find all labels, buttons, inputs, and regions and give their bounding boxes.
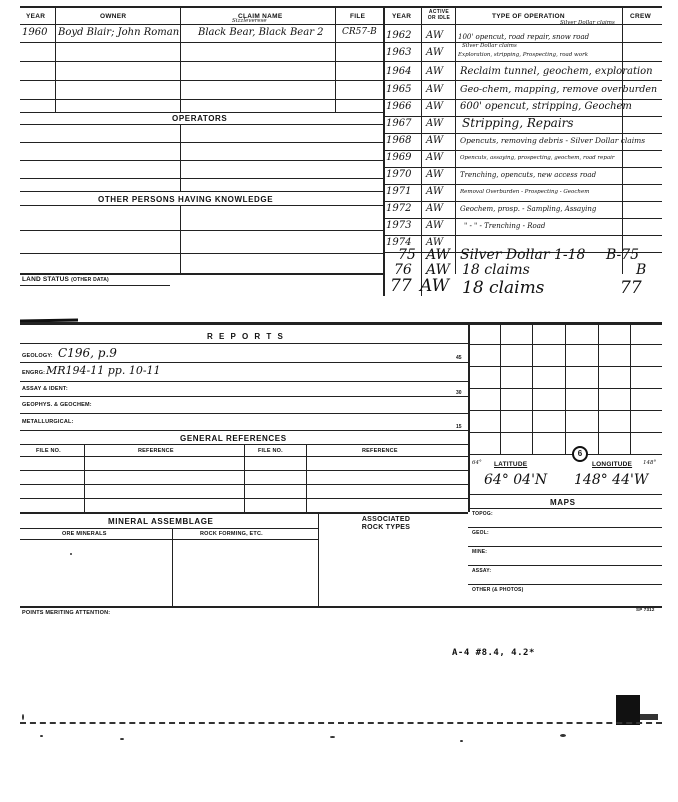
reports-right-border xyxy=(468,322,470,512)
owner-row-line-2 xyxy=(20,61,383,62)
longitude-value: 148° 44'W xyxy=(574,472,649,488)
row8-operation: Opencuts, assaying, prospecting, geochem, road repair xyxy=(460,155,615,161)
ref-reference-1: REFERENCE xyxy=(138,448,174,454)
ref-col-1 xyxy=(84,444,85,512)
latitude-value: 64° 04'N xyxy=(484,472,548,488)
row6-year: 1967 xyxy=(386,118,412,129)
mineral-top-line xyxy=(20,512,468,514)
operators-row-2 xyxy=(20,160,383,161)
land-status-title xyxy=(22,276,109,283)
other-persons-line xyxy=(20,191,383,192)
activity-row-line-1 xyxy=(383,42,662,43)
row8-year: 1969 xyxy=(386,152,412,163)
col-divider-owner xyxy=(180,6,181,24)
row7-year: 1968 xyxy=(386,135,412,146)
ref-col-3 xyxy=(306,444,307,512)
row9-year: 1970 xyxy=(386,169,412,180)
row11-year: 1972 xyxy=(386,203,412,214)
operators-line xyxy=(20,112,383,113)
activity-row-line-10 xyxy=(383,201,662,202)
col-divider-claim xyxy=(335,6,336,24)
maps-topog-line xyxy=(468,527,662,528)
row15-status: AW xyxy=(426,262,450,278)
lon-prefix: 148° xyxy=(643,460,657,466)
header-file: FILE xyxy=(350,13,366,20)
record-year: 1960 xyxy=(22,27,48,38)
num-30: 30 xyxy=(456,390,462,396)
row11-operation: Geochem, prosp. - Sampling, Assaying xyxy=(460,205,597,213)
grid-row-3 xyxy=(468,388,662,389)
activity-row-line-11 xyxy=(383,218,662,219)
row1-note: Silver Dollar claims xyxy=(560,20,615,26)
metallurgical-line xyxy=(20,430,468,431)
row4-operation: Geo-chem, mapping, remove overburden xyxy=(460,84,658,95)
engrg-line xyxy=(20,381,468,382)
row10-operation: Removal Overburden - Prospecting - Geochem xyxy=(460,189,590,195)
engrg-value: MR194-11 pp. 10-11 xyxy=(46,364,161,377)
other-persons-col-divider xyxy=(180,205,181,273)
row5-status: AW xyxy=(426,101,444,112)
geology-label: GEOLOGY: xyxy=(22,353,53,359)
ref-reference-2: REFERENCE xyxy=(362,448,398,454)
row12-year: 1973 xyxy=(386,220,412,231)
col-divider-crew xyxy=(622,6,623,24)
land-status-underline xyxy=(20,285,170,286)
row12-status: AW xyxy=(426,220,444,231)
row16-status: AW xyxy=(420,276,450,296)
maps-geol-line xyxy=(468,546,662,547)
owner-col-divider-a xyxy=(55,24,56,112)
row4-status: AW xyxy=(426,84,444,95)
row12-operation: " - " - Trenching - Road xyxy=(464,222,546,230)
maps-other: OTHER (& PHOTOS) xyxy=(472,587,524,593)
scan-blot-corner xyxy=(616,695,640,725)
operators-row-1 xyxy=(20,142,383,143)
circled-section-marker xyxy=(572,446,588,462)
num-15: 15 xyxy=(456,424,462,430)
metallurgical-label: METALLURGICAL: xyxy=(22,419,74,425)
header-claim-name: CLAIM NAME xyxy=(238,13,283,20)
points-top-line xyxy=(20,606,662,608)
scan-speck-5 xyxy=(560,734,566,737)
other-persons-under-line xyxy=(20,205,383,206)
land-status-label: LAND STATUS xyxy=(22,276,70,283)
scan-line-bottom xyxy=(20,722,662,724)
row2-status: AW xyxy=(426,47,444,58)
assay-line xyxy=(20,396,468,397)
activity-row-line-8 xyxy=(383,167,662,168)
row8-status: AW xyxy=(426,152,444,163)
scan-speck-4 xyxy=(460,740,463,742)
activity-row-line-7 xyxy=(383,150,662,151)
ref-file-no-1: FILE NO. xyxy=(36,448,61,454)
row2-year: 1963 xyxy=(386,47,412,58)
scan-speck-6 xyxy=(22,714,24,720)
mineral-assemblage-title: MINERAL ASSEMBLAGE xyxy=(108,517,214,526)
owner-row-line-1 xyxy=(20,42,383,43)
points-meriting-label: POINTS MERITING ATTENTION: xyxy=(22,610,111,616)
row5-operation: 600' opencut, stripping, Geochem xyxy=(460,101,632,112)
assay-label: ASSAY & IDENT: xyxy=(22,386,68,392)
geophys-label: GEOPHYS. & GEOCHEM: xyxy=(22,402,92,408)
geology-value: C196, p.9 xyxy=(58,346,117,360)
row14-operation: Silver Dollar 1-18 xyxy=(460,247,586,263)
maps-mine-line xyxy=(468,565,662,566)
maps-assay: ASSAY: xyxy=(472,568,492,574)
row7-operation: Opencuts, removing debris - Silver Dollar claims xyxy=(460,136,646,145)
associated-rock-types-title: ASSOCIATED ROCK TYPES xyxy=(361,516,411,531)
scan-speck-3 xyxy=(330,736,335,738)
grid-row-6 xyxy=(468,454,662,455)
scan-speck-7 xyxy=(640,714,658,720)
record-claim-name: Black Bear, Black Bear 2 xyxy=(198,27,324,38)
col-divider-year2 xyxy=(421,6,422,24)
row15-year: 76 xyxy=(394,262,412,278)
header-year2: YEAR xyxy=(392,13,412,20)
reports-title-line xyxy=(20,343,468,344)
owner-row-line-4 xyxy=(20,99,383,100)
col-divider-active xyxy=(455,6,456,24)
index-code: A-4 #8.4, 4.2* xyxy=(452,648,535,658)
row1-status: AW xyxy=(426,30,444,41)
other-persons-row-2 xyxy=(20,253,383,254)
rock-forming-label: ROCK FORMING, ETC. xyxy=(200,531,263,537)
reports-title: R E P O R T S xyxy=(207,332,285,341)
scan-speck-2 xyxy=(120,738,124,740)
num-45: 45 xyxy=(456,355,462,361)
land-status-line xyxy=(20,273,383,275)
grid-row-2 xyxy=(468,366,662,367)
row15-operation: 18 claims xyxy=(462,262,530,278)
operators-under-line xyxy=(20,124,383,125)
ore-minerals-label: ORE MINERALS xyxy=(62,531,107,537)
row4-year: 1965 xyxy=(386,84,412,95)
lat-prefix: 64° xyxy=(472,460,482,466)
mineral-sub-line xyxy=(20,528,318,529)
activity-row-line-3 xyxy=(383,80,662,81)
engrg-label: ENGRG: xyxy=(22,370,46,376)
row6-status: AW xyxy=(426,118,444,129)
row15-crew: B xyxy=(636,262,647,278)
maps-title-line xyxy=(468,508,662,509)
row3-operation: Reclaim tunnel, geochem, exploration xyxy=(460,66,653,77)
record-owner: Boyd Blair; John Roman xyxy=(58,27,180,38)
row10-status: AW xyxy=(426,186,444,197)
header-type-of-operation: TYPE OF OPERATION xyxy=(492,13,565,20)
top-border xyxy=(20,6,662,8)
other-persons-row-1 xyxy=(20,230,383,231)
row14-crew: B-75 xyxy=(606,247,640,263)
row13-year: 1974 xyxy=(386,237,412,248)
row16-operation: 18 claims xyxy=(462,278,545,298)
header-crew: CREW xyxy=(630,13,652,20)
activity-row-line-9 xyxy=(383,184,662,185)
row3-status: AW xyxy=(426,66,444,77)
row1-operation: 100' opencut, road repair, snow road xyxy=(458,33,590,41)
row3-year: 1964 xyxy=(386,66,412,77)
operators-title: OPERATORS xyxy=(172,114,228,123)
row11-status: AW xyxy=(426,203,444,214)
longitude-label: LONGITUDE xyxy=(592,461,633,468)
form-number: SP 7312 xyxy=(636,607,655,612)
activity-row-line-12 xyxy=(383,235,662,236)
row14-status: AW xyxy=(426,247,450,263)
geology-line xyxy=(20,362,468,363)
row2-operation: Exploration, stripping, Prospecting, road work xyxy=(458,52,589,58)
mineral-right-divider xyxy=(318,512,319,606)
row16-crew: 77 xyxy=(620,278,642,298)
maps-mine: MINE: xyxy=(472,549,488,555)
activity-row-line-2 xyxy=(383,61,662,62)
circled-section-text: 6 xyxy=(577,449,583,458)
header-owner: OWNER xyxy=(100,13,127,20)
row7-status: AW xyxy=(426,135,444,146)
col-divider-year xyxy=(55,6,56,24)
row10-year: 1971 xyxy=(386,186,412,197)
row6-operation: Stripping, Repairs xyxy=(462,116,574,130)
mineral-header-line xyxy=(20,539,318,540)
mineral-dot xyxy=(70,553,72,555)
land-status-sub: (OTHER DATA) xyxy=(71,277,109,283)
operators-row-3 xyxy=(20,178,383,179)
activity-row-line-4 xyxy=(383,99,662,100)
latitude-label: LATITUDE xyxy=(494,461,528,468)
owner-col-divider-c xyxy=(335,24,336,112)
operators-col-divider xyxy=(180,124,181,191)
row1-year: 1962 xyxy=(386,30,412,41)
row13-status: AW xyxy=(426,237,444,248)
owner-row-line-3 xyxy=(20,80,383,81)
header-year: YEAR xyxy=(26,13,46,20)
maps-geol: GEOL: xyxy=(472,530,489,536)
row9-operation: Trenching, opencuts, new access road xyxy=(460,171,597,179)
maps-topog: TOPOG: xyxy=(472,511,493,517)
general-references-title: GENERAL REFERENCES xyxy=(180,434,287,443)
row16-year: 77 xyxy=(390,276,412,296)
coords-line xyxy=(468,494,662,495)
maps-title: MAPS xyxy=(550,498,576,507)
scan-speck-1 xyxy=(40,735,43,737)
row9-status: AW xyxy=(426,169,444,180)
ref-file-no-2: FILE NO. xyxy=(258,448,283,454)
activity-row-line-6 xyxy=(383,133,662,134)
grid-row-1 xyxy=(468,344,662,345)
row5-year: 1966 xyxy=(386,101,412,112)
ref-col-2 xyxy=(244,444,245,512)
record-file: CR57-B xyxy=(342,27,377,37)
row14-year: 75 xyxy=(398,247,416,263)
grid-row-5 xyxy=(468,432,662,433)
owner-col-divider-b xyxy=(180,24,181,112)
grid-row-4 xyxy=(468,410,662,411)
other-persons-title: OTHER PERSONS HAVING KNOWLEDGE xyxy=(98,195,274,204)
maps-assay-line xyxy=(468,584,662,585)
header-active-or-idle: ACTIVE OR IDLE xyxy=(427,9,451,21)
geophys-line xyxy=(20,413,468,414)
row2-note: Silver Dollar claims xyxy=(462,43,517,49)
claim-overwrite: Sizzleverese xyxy=(232,18,267,24)
activity-divider-year xyxy=(421,24,422,296)
